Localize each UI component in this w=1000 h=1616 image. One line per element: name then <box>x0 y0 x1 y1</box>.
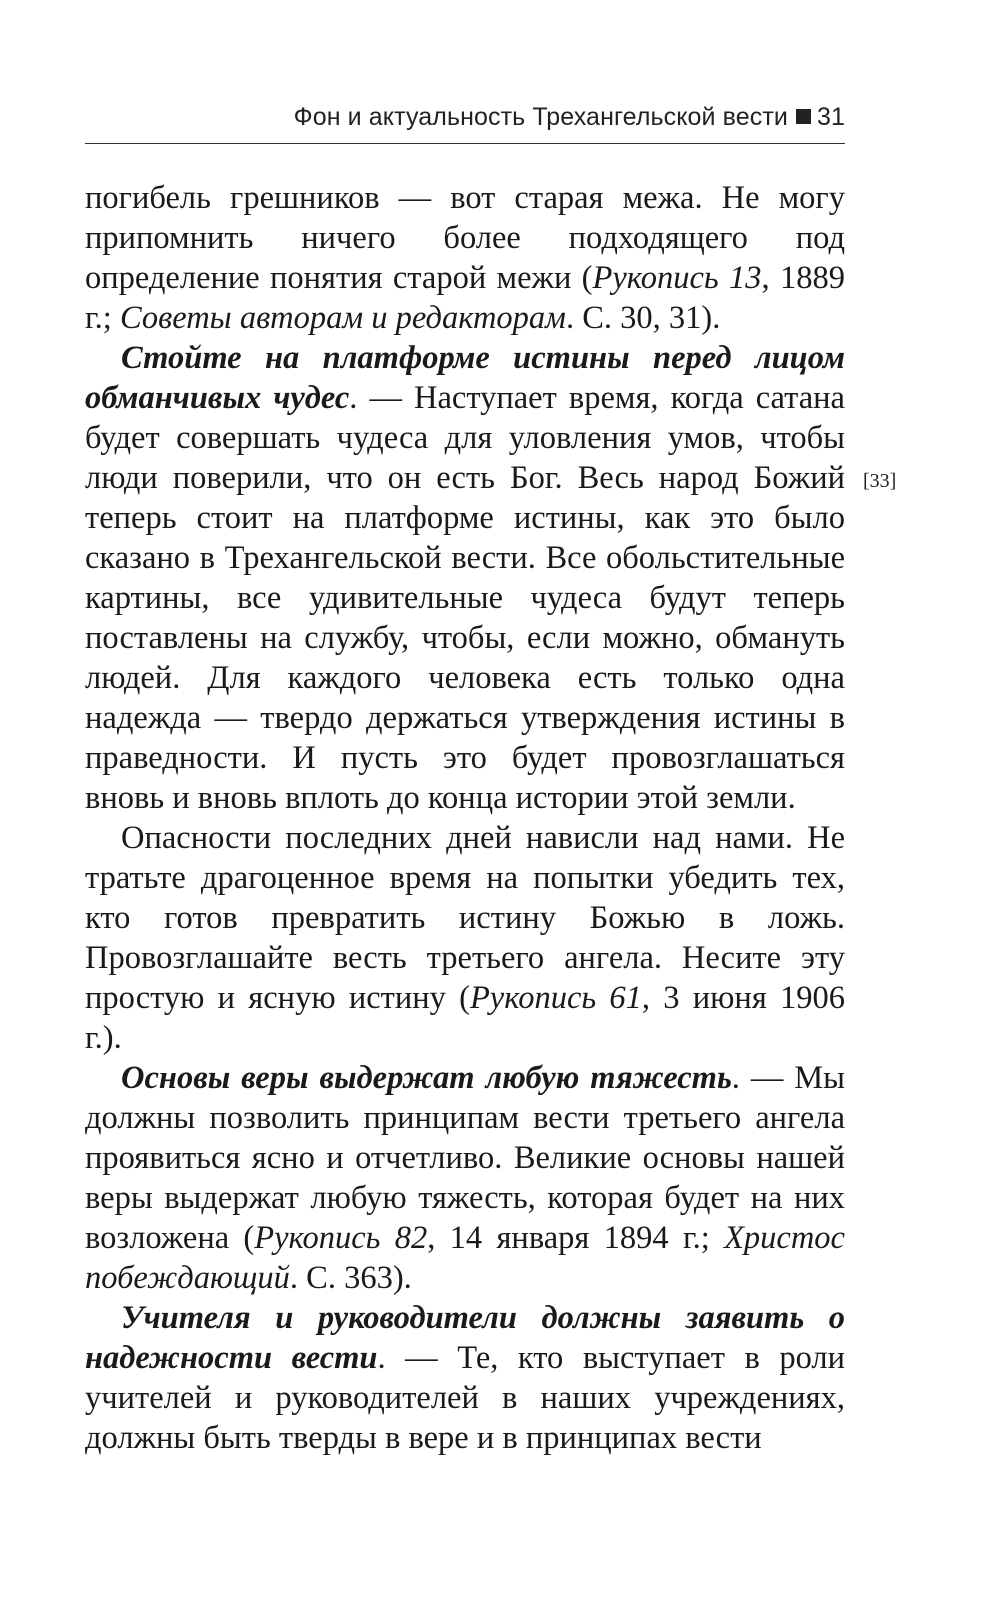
source-citation: Рукопись 82 <box>254 1220 428 1256</box>
source-citation: Христос побеждающий <box>85 1220 845 1296</box>
margin-page-reference: [33] <box>863 470 897 492</box>
paragraph-3: Опасности последних дней нависли над нами. Не тратьте драгоценное время на попытки убедить тех, кто готов превратить истину Божью в ложь. Провозглашайте весть третьего ангела. Несите эту простую и ясную истину (Рукопись 61, 3 июня 1906 г.). <box>85 820 846 1056</box>
running-title: Фон и актуальность Трехангельской вести <box>293 103 788 131</box>
section-heading: Учителя и руководители должны заявить о надежности вести <box>85 1300 845 1376</box>
source-citation: Рукопись 61 <box>469 980 642 1016</box>
section-heading: Стойте на платформе истины перед лицом обманчивых чудес <box>85 340 845 416</box>
paragraph-2: Стойте на платформе истины перед лицом обманчивых чудес. — Наступает время, когда сатана будет совершать чудеса для уловления умов, чтобы люди поверили, что он есть Бог. Весь народ Божий теперь стоит на платформе истины, как это было сказано в Трехангельской вести. Все обольстительные картины, все удивительные чудеса будут теперь поставлены на службу, чтобы, если можно, обмануть людей. Для каждого человека есть только одна надежда — твердо держаться утверждения истины в праведности. И пусть это будет провозглашаться вновь и вновь вплоть до конца истории этой земли. <box>85 340 845 816</box>
header-rule <box>85 143 845 144</box>
section-heading: Основы веры выдержат любую тяжесть <box>121 1060 732 1096</box>
paragraph-5: Учителя и руководители должны заявить о надежности вести. — Те, кто выступает в роли учителей и руководителей в наших учреждениях, должны быть тверды в вере и в принципах вести <box>85 1300 846 1456</box>
square-bullet-icon <box>796 109 811 124</box>
body-text <box>85 178 845 1458</box>
paragraph-1: погибель грешников — вот старая межа. Не могу припомнить ничего более подходящего под определение понятия старой межи (Рукопись 13, 1889 г.; Советы авторам и редакторам. С. 30, 31). <box>85 180 845 336</box>
page-number: 31 <box>816 103 845 131</box>
running-head <box>85 103 845 132</box>
paragraph-4: Основы веры выдержат любую тяжесть. — Мы должны позволить принципам вести третьего ангела проявиться ясно и отчетливо. Великие основы нашей веры выдержат любую тяжесть, которая будет на них возложена (Рукопись 82, 14 января 1894 г.; Христос побеждающий. С. 363). <box>85 1060 845 1296</box>
source-citation: Рукопись 13 <box>592 260 762 296</box>
source-citation: Советы авторам и редакторам <box>119 300 566 336</box>
